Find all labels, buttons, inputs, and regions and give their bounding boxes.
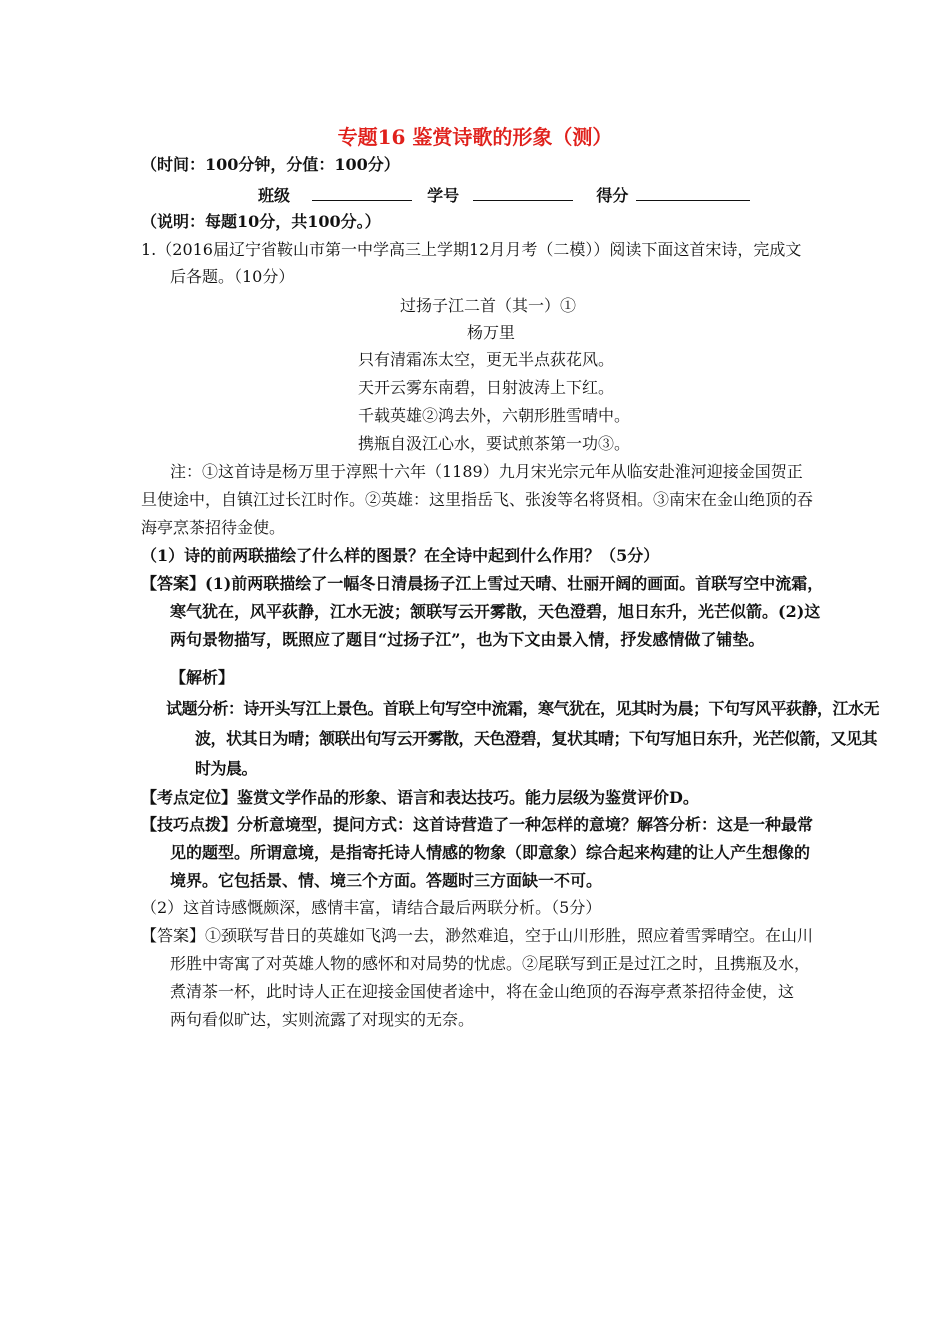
- answer-2: 煮清茶一杯，此时诗人正在迎接金国使者途中，将在金山绝顶的吞海亭煮茶招待金使，这: [170, 982, 795, 1001]
- answer-2: [141, 925, 813, 947]
- technique-tip: 见的题型。所谓意境，是指寄托诗人情感的物象（即意象）综合起来构建的让人产生想像的: [170, 843, 811, 862]
- student-info-row: [258, 184, 750, 207]
- answer-1: 两句景物描写，既照应了题目“过扬子江”，也为下文由景入情，抒发感情做了铺垫。: [170, 630, 765, 649]
- question-1-stem: 1.（2016届辽宁省鞍山市第一中学高三上学期12月月考（二模））阅读下面这首宋诗，完成文: [141, 240, 802, 259]
- key-point: 【考点定位】鉴赏文学作品的形象、语言和表达技巧。能力层级为鉴赏评价D。: [141, 788, 699, 807]
- analysis-text: 波，状其日为晴；颔联出句写云开雾散，天色澄碧，复状其晴；下句写旭日东升，光芒似箭，又见其: [195, 729, 878, 748]
- answer-1: 寒气犹在，风平荻静，江水无波；颔联写云开雾散，天色澄碧，旭日东升，光芒似箭。(2)这: [170, 602, 821, 621]
- class-blank: [312, 184, 412, 201]
- poem-author: 杨万里: [467, 323, 516, 342]
- answer-1: 【答案】(1)前两联描绘了一幅冬日清晨扬子江上雪过天晴、壮丽开阔的画面。首联写空中流霜，: [141, 574, 824, 593]
- answer-2: 形胜中寄寓了对英雄人物的感怀和对局势的忧虑。②尾联写到正是过江之时，且携瓶及水，: [170, 954, 811, 973]
- poem-title: 过扬子江二首（其一）①: [400, 296, 577, 315]
- sub-question-1: （1）诗的前两联描绘了什么样的图景？在全诗中起到什么作用？（5分）: [141, 546, 660, 565]
- score-blank: [636, 184, 750, 201]
- technique-tip: 境界。它包括景、情、境三个方面。答题时三方面缺一不可。: [170, 871, 603, 890]
- poem-line: 天开云雾东南碧，日射波涛上下红。: [358, 378, 615, 397]
- poem-notes: 旦使途中，自镇江过长江时作。②英雄：这里指岳飞、张浚等名将贤相。③南宋在金山绝顶的吞: [141, 490, 814, 509]
- student-id-label: 学号: [427, 186, 460, 205]
- question-1-stem-cont: 后各题。（10分）: [170, 267, 295, 286]
- time-score-info: （时间：100分钟，分值：100分）: [141, 155, 400, 174]
- poem-notes: 注：①这首诗是杨万里于淳熙十六年（1189）九月宋光宗元年从临安赴淮河迎接金国贺正: [170, 462, 803, 481]
- analysis-text: 时为晨。: [195, 759, 258, 778]
- class-label: 班级: [258, 186, 291, 205]
- poem-line: 只有清霜冻太空，更无半点荻花风。: [358, 350, 615, 369]
- instructions-note: （说明：每题10分，共100分。）: [141, 212, 381, 231]
- sub-question-2: （2）这首诗感慨颇深，感情丰富，请结合最后两联分析。（5分）: [141, 898, 602, 917]
- analysis-text: 试题分析：诗开头写江上景色。首联上句写空中流霜，寒气犹在，见其时为晨；下句写风平荻静，江水无: [166, 699, 880, 718]
- score-label: 得分: [596, 186, 629, 205]
- answer-2: 两句看似旷达，实则流露了对现实的无奈。: [170, 1010, 475, 1029]
- analysis-label: 【解析】: [170, 668, 235, 687]
- poem-line: 携瓶自汲江心水，要试煎茶第一功③。: [358, 434, 631, 453]
- poem-notes: 海亭烹茶招待金使。: [141, 518, 286, 537]
- poem-line: 千载英雄②鸿去外，六朝形胜雪晴中。: [358, 406, 631, 425]
- technique-tip: 【技巧点拨】分析意境型，提问方式：这首诗营造了一种怎样的意境？解答分析：这是一种最常: [141, 815, 814, 834]
- student-id-blank: [473, 184, 573, 201]
- document-title: 专题16 鉴赏诗歌的形象（测）: [337, 125, 613, 149]
- answer-2-text: 【答案】①颈联写昔日的英雄如飞鸿一去，渺然难追，空于山川形胜，照应着雪霁晴空。在山川: [141, 926, 814, 945]
